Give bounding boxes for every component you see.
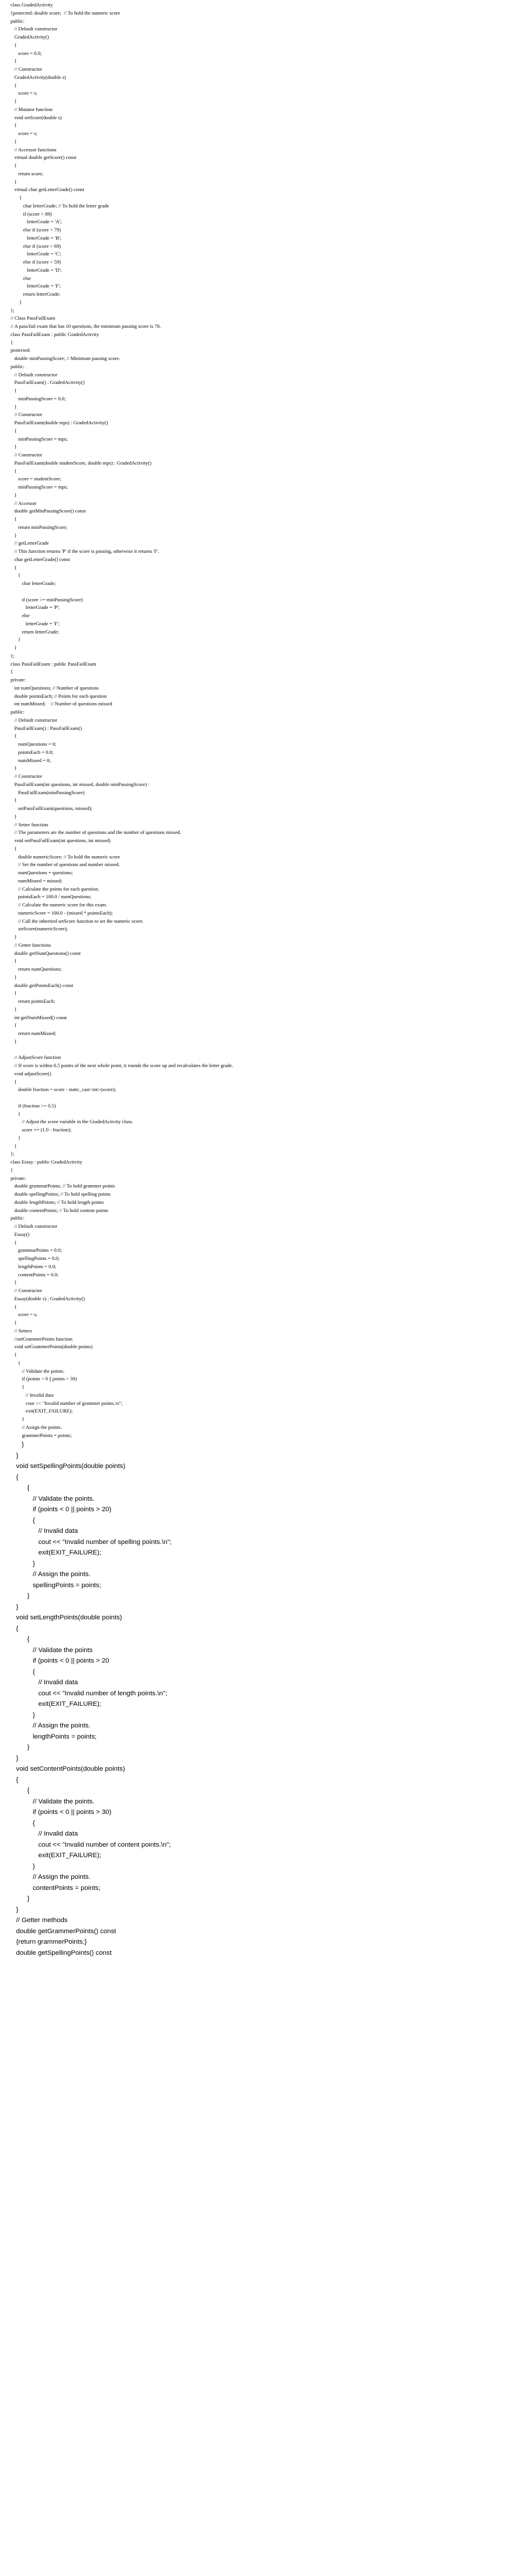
code-line: // Default constructor (11, 26, 57, 32)
code-line: // Accessor (11, 500, 37, 506)
code-line: score += (1.0 - fraction); (11, 1127, 72, 1133)
code-line: if (fraction >= 0.5) (11, 1102, 56, 1109)
code-line: } (11, 1441, 24, 1449)
code-line: } (11, 532, 17, 538)
code-line: char letterGrade; (11, 580, 56, 586)
code-line: {protected: double score; // To hold the numeric score (11, 9, 120, 16)
code-line: } (11, 1279, 17, 1286)
code-line: if (score > 89) (11, 210, 52, 217)
code-line: public: (11, 18, 25, 24)
code-line: PassFailExam() : PassFailExam() (11, 725, 82, 731)
code-line: else if (score > 79) (11, 227, 61, 233)
code-line: protected: (11, 347, 31, 354)
code-line: score = s; (11, 1311, 37, 1318)
code-line: // Default constructor (11, 371, 57, 378)
code-line: // Call the inherited setScore function to set the numeric score. (11, 917, 144, 924)
code-line: // Constructor (11, 411, 42, 418)
code-line: } (11, 491, 17, 498)
code-line: } (11, 1560, 35, 1567)
code-line: // Validate the points. (11, 1495, 95, 1502)
code-line: double minPassingScore; // Minimum passing score. (11, 355, 120, 361)
code-line: void setGrammerPoints(double points) (11, 1344, 93, 1350)
code-line: PassFailExam(int questions, int missed, double minPassingScore) : (11, 781, 150, 787)
code-line: if (points < 0 || points > 30) (11, 1809, 112, 1816)
code-line: return numQuestions; (11, 966, 62, 972)
code-line: // Default constructor (11, 1223, 57, 1229)
code-line: { (11, 1787, 30, 1795)
code-line: // Calculate the numeric score for this exam. (11, 902, 108, 908)
code-line: // getLetterGrade (11, 540, 49, 546)
code-line: { (11, 1516, 35, 1524)
code-line: void setLengthPoints(double points) (11, 1614, 122, 1622)
code-line: PassFailExam(double mps) : GradedActivity() (11, 420, 108, 425)
code-line (11, 588, 513, 596)
code-line: } (11, 1038, 17, 1044)
code-line: //setGrammerPoints function (11, 1335, 73, 1342)
code-line: // Constructor (11, 1287, 42, 1293)
code-line: // Validate the points. (11, 1798, 95, 1805)
code-line: { (11, 1625, 19, 1632)
code-line: // Default constructor (11, 716, 57, 723)
code-line: // This function returns 'P' if the score is passing, otherwise it returns 'F'. (11, 548, 160, 554)
code-line: contentPoints = 0.0; (11, 1271, 58, 1277)
code-line: { (11, 797, 17, 804)
code-line: if (points < 0 || points > 20 (11, 1657, 109, 1665)
code-line: exit(EXIT_FAILURE); (11, 1549, 102, 1557)
code-line: public: (11, 1215, 25, 1221)
code-line: } (11, 178, 17, 185)
code-line: { (11, 162, 17, 168)
code-line: } (11, 299, 22, 305)
code-line: score = 0.0; (11, 50, 42, 56)
code-line: } (11, 1603, 19, 1611)
code-line: cout << "Invalid number of grammer points.\n"; (11, 1400, 123, 1406)
code-line: public: (11, 709, 25, 715)
code-line: { (11, 339, 13, 345)
code-line: } (11, 765, 17, 771)
code-line: // If score is within 0.5 points of the next whole point, it rounds the score up and recalculates the letter grade. (11, 1062, 233, 1068)
code-line: double getMinPassingScore() const (11, 508, 86, 514)
code-line: { (11, 468, 17, 474)
code-line: minPassingScore = mps; (11, 435, 68, 442)
code-line: // Constructor (11, 66, 42, 72)
code-line: // Setters (11, 1327, 32, 1334)
code-line: // Setter function (11, 821, 49, 827)
code-line: lengthPoints = points; (11, 1733, 97, 1740)
code-line: } (11, 1320, 17, 1325)
code-line: letterGrade = 'B'; (11, 234, 61, 241)
code-line: double lengthPoints; // To hold length points (11, 1199, 104, 1205)
code-line: {return grammerPoints;} (11, 1938, 87, 1946)
code-line: // Calculate the points for each question. (11, 885, 99, 892)
code-document (11, 1, 513, 1958)
code-line: Essay(double s) : GradedActivity() (11, 1295, 85, 1301)
code-line: spellingPoints = 0.0; (11, 1255, 60, 1261)
code-line: letterGrade = 'P'; (11, 604, 60, 611)
code-line: numMissed = 0; (11, 757, 51, 763)
code-line: double getPointsEach() const (11, 982, 74, 988)
code-line: { (11, 387, 17, 393)
code-line (11, 1094, 513, 1102)
code-line: void setScore(double s) (11, 114, 62, 120)
code-line: PassFailExam(minPassingScore) (11, 789, 85, 795)
code-line: numericScore = 100.0 - (missed * pointsEach); (11, 909, 113, 916)
code-line: } (11, 1452, 19, 1459)
code-line: return minPassingScore; (11, 524, 68, 530)
code-line: } (11, 974, 17, 980)
code-line: Essay() (11, 1231, 30, 1237)
code-line: }; (11, 1151, 15, 1157)
code-line: } (11, 1711, 35, 1719)
code-line: { (11, 1819, 35, 1827)
code-line: exit(EXIT_FAILURE); (11, 1852, 102, 1860)
code-line: // Assign the points. (11, 1874, 91, 1881)
code-line: } (11, 1142, 17, 1149)
code-line: // Assign the points. (11, 1424, 62, 1430)
code-line: // Mutator function (11, 106, 53, 112)
code-line: { (11, 1022, 17, 1029)
code-line: int numMissed; // Number of questions missed (11, 701, 112, 707)
code-line: double getSpellingPoints() const (11, 1949, 112, 1957)
code-line: contentPoints = points; (11, 1884, 101, 1892)
code-line: { (11, 990, 17, 996)
code-line: exit(EXIT_FAILURE); (11, 1408, 73, 1414)
code-line: class PassFailExam : public GradedActivity (11, 331, 99, 337)
code-line: void setSpellingPoints(double points) (11, 1463, 126, 1470)
code-line: } (11, 1754, 19, 1762)
code-line: { (11, 958, 17, 964)
code-line: cout << "Invalid number of spelling points.\n"; (11, 1538, 172, 1546)
code-line (11, 1046, 513, 1054)
code-line: int getNumMissed() const (11, 1014, 67, 1020)
code-line: } (11, 934, 17, 940)
code-line: { (11, 122, 17, 129)
code-line: double grammarPoints; // To hold grammer points (11, 1183, 115, 1189)
code-line: letterGrade = 'C'; (11, 251, 61, 257)
code-line: { (11, 1473, 19, 1481)
code-line: GradedActivity() (11, 34, 49, 40)
code-line: } (11, 1134, 21, 1141)
code-line: { (11, 733, 17, 739)
code-line: numQuestions = 0; (11, 741, 57, 747)
code-line: return score; (11, 170, 44, 176)
code-line: void setContentPoints(double points) (11, 1765, 125, 1773)
code-line: score = s; (11, 90, 37, 96)
code-line: { (11, 1384, 25, 1390)
code-line: int numQuestions; // Number of questions (11, 684, 99, 691)
code-line: pointsEach = 100.0 / numQuestions; (11, 894, 92, 900)
code-line: public: (11, 363, 25, 369)
code-line: { (11, 845, 17, 851)
code-line: { (11, 1484, 30, 1492)
code-line: // A pass/fail exam that has 10 questions, the minimum passing score is 70. (11, 323, 161, 329)
code-line: double pointsEach; // Points for each question (11, 693, 107, 699)
code-line: // Accessor functions (11, 146, 57, 153)
code-line: { (11, 1166, 13, 1173)
code-line: { (11, 1636, 30, 1643)
code-line: setScore(numericScore); (11, 926, 68, 932)
code-line: { (11, 572, 21, 579)
code-line: return letterGrade; (11, 291, 61, 297)
code-line: // Assign the points. (11, 1722, 91, 1730)
code-line: grammerPoints = points; (11, 1432, 72, 1438)
code-line: }; (11, 652, 15, 659)
code-line: // AdjustScore function (11, 1054, 61, 1061)
code-line: class PassFailExam : public PassFailExam (11, 660, 96, 667)
code-line: virtual char getLetterGrade() const (11, 186, 84, 193)
code-line: setPassFailExam(questions, missed); (11, 805, 92, 811)
code-line: spellingPoints = points; (11, 1581, 101, 1589)
code-line: { (11, 41, 17, 48)
code-line: return letterGrade; (11, 628, 60, 635)
code-line: if (score >= minPassingScore) (11, 596, 83, 603)
code-line: numQuestions = questions; (11, 870, 73, 875)
code-line: } (11, 1906, 19, 1913)
code-line: // Assign the points. (11, 1571, 91, 1578)
code-line: PassFailExam() : GradedActivity() (11, 379, 85, 386)
code-line: } (11, 813, 17, 819)
code-line: letterGrade = 'F'; (11, 283, 61, 289)
code-line: numMissed = missed; (11, 877, 63, 884)
code-line: score = studentScore; (11, 476, 61, 482)
code-line: PassFailExam(double studentScore, double mps) : GradedActivity() (11, 459, 151, 466)
code-line: // Validate the points. (11, 1367, 65, 1374)
code-line: private: (11, 1175, 26, 1181)
code-line: grammarPoints = 0.0; (11, 1247, 62, 1254)
code-line: else (11, 612, 30, 618)
code-line: return numMissed; (11, 1030, 57, 1036)
code-line: // Set the number of questions and number missed. (11, 861, 120, 868)
code-line: void setPassFailExam(int questions, int missed) (11, 837, 111, 843)
code-line: class Essay : public GradedActivity (11, 1159, 82, 1165)
code-line: { (11, 1352, 17, 1358)
code-line: } (11, 1592, 30, 1600)
code-line: double contentPoints; // To hold content points (11, 1207, 109, 1213)
code-line: cout << "Invalid number of length points.\n"; (11, 1689, 167, 1697)
code-line: letterGrade = 'A'; (11, 219, 62, 225)
code-line: { (11, 564, 17, 570)
code-line: double getGrammerPoints() const (11, 1927, 116, 1935)
code-line: } (11, 444, 17, 450)
code-line: { (11, 1239, 17, 1245)
code-line: // Invalid data (11, 1528, 78, 1535)
code-line: } (11, 403, 17, 410)
code-line: minPassingScore = 0.0; (11, 395, 66, 401)
code-line: // Adjust the score variable in the GradedActivity class. (11, 1119, 133, 1125)
code-line: if (points < 0 || points > 20) (11, 1506, 112, 1514)
code-line: pointsEach = 0.0; (11, 749, 54, 755)
code-line: lengthPoints = 0.0; (11, 1263, 57, 1269)
code-line: { (11, 669, 13, 675)
code-line: { (11, 516, 17, 522)
code-line: GradedActivity(double s) (11, 74, 66, 80)
code-line: { (11, 1078, 17, 1085)
code-line: // Class PassFailExam (11, 315, 56, 321)
code-line: double numericScore; // To hold the numeric score (11, 853, 120, 860)
code-line: { (11, 1776, 19, 1784)
code-line: minPassingScore = mps; (11, 484, 68, 490)
code-line: // Invalid data (11, 1391, 54, 1398)
code-line: { (11, 82, 17, 88)
code-line: { (11, 1110, 21, 1117)
code-line: } (11, 1006, 17, 1012)
code-line: } (11, 636, 21, 643)
code-line: // The parameters are the number of questions and the number of questions missed. (11, 829, 181, 836)
code-line: // Invalid data (11, 1830, 78, 1838)
code-line: } (11, 1862, 35, 1870)
code-line: // Constructor (11, 773, 42, 779)
code-line: return pointsEach; (11, 998, 56, 1004)
code-line: { (11, 1303, 17, 1310)
code-line: private: (11, 677, 26, 683)
code-line: double spellingPoints; // To hold spelling points (11, 1191, 111, 1197)
code-line: // Constructor (11, 452, 42, 458)
code-line: letterGrade = 'D'; (11, 266, 62, 273)
code-line: virtual double getScore() const (11, 154, 77, 161)
code-line: } (11, 98, 17, 104)
code-line: } (11, 1895, 30, 1903)
code-line: { (11, 195, 22, 200)
code-line: } (11, 645, 17, 650)
code-line: cout << "Invalid number of content points.\n"; (11, 1841, 171, 1848)
code-line: // Invalid data (11, 1679, 78, 1687)
code-line: } (11, 138, 17, 144)
code-line: { (11, 427, 17, 434)
code-line: class GradedActivity (11, 2, 53, 8)
code-line: else if (score > 59) (11, 259, 61, 265)
code-line: } (11, 1744, 30, 1751)
code-line: void adjustScore() (11, 1070, 51, 1076)
code-line: // Getter methods (11, 1917, 68, 1924)
code-line: char letterGrade; // To hold the letter grade (11, 202, 109, 209)
code-line: { (11, 1359, 21, 1366)
code-line: }; (11, 307, 15, 313)
code-line: // Validate the points (11, 1646, 93, 1654)
code-line: // Getter functions (11, 941, 51, 948)
code-line: double fraction = score - static_cast<int>(score); (11, 1086, 116, 1093)
code-line: letterGrade = 'F'; (11, 620, 60, 626)
code-line: score = s; (11, 130, 37, 136)
code-line: else (11, 275, 31, 281)
code-line: { (11, 1668, 35, 1675)
code-line: else if (score > 69) (11, 243, 61, 249)
code-line: exit(EXIT_FAILURE); (11, 1701, 102, 1708)
code-line: } (11, 1416, 25, 1422)
code-line: double getNumQuestions() const (11, 950, 81, 956)
code-line: char getLetterGrade() const (11, 556, 70, 562)
code-line: } (11, 58, 17, 64)
code-line: if (points < 0 || points > 30) (11, 1376, 77, 1382)
